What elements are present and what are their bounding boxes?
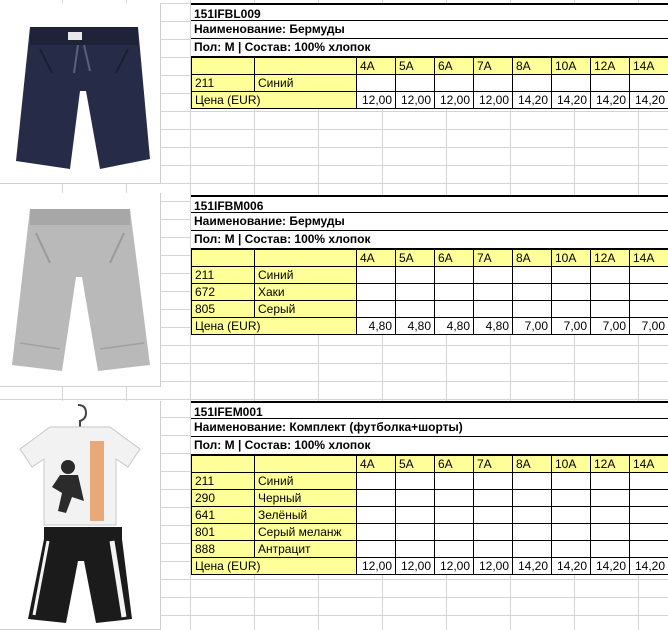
color-row [192, 490, 668, 507]
price-table [191, 57, 668, 109]
navy-shorts-image [0, 3, 160, 183]
price-cell: 7,00 [552, 318, 591, 335]
color-code: 641 [192, 507, 255, 524]
price-cell: 14,20 [630, 92, 668, 109]
product-photo-3 [0, 401, 161, 630]
product-name: Наименование: Комплект (футболка+шорты) [191, 419, 668, 437]
color-row [192, 75, 668, 92]
size-cell: 14A [630, 456, 668, 473]
price-table [191, 249, 668, 335]
color-row [192, 473, 668, 490]
size-cell: 5A [396, 250, 435, 267]
product-info: Пол: М | Состав: 100% хлопок [191, 231, 668, 249]
price-cell: 14,20 [552, 558, 591, 575]
color-name: Антрацит [255, 541, 357, 558]
size-cell: 7A [474, 250, 513, 267]
color-row [192, 541, 668, 558]
price-row [192, 92, 668, 109]
size-cell: 12A [591, 250, 630, 267]
color-code: 672 [192, 284, 255, 301]
size-header-row [192, 456, 668, 473]
price-label: Цена (EUR) [192, 92, 357, 109]
price-label: Цена (EUR) [192, 318, 357, 335]
size-header-row [192, 250, 668, 267]
size-cell: 4A [357, 456, 396, 473]
price-cell: 14,20 [591, 558, 630, 575]
grey-shorts-image [0, 193, 160, 386]
price-cell: 12,00 [357, 92, 396, 109]
color-name: Зелёный [255, 507, 357, 524]
size-cell: 8A [513, 456, 552, 473]
size-cell: 6A [435, 250, 474, 267]
color-row [192, 301, 668, 318]
color-name: Хаки [255, 284, 357, 301]
product-name: Наименование: Бермуды [191, 21, 668, 39]
price-cell: 4,80 [357, 318, 396, 335]
product-code: 151IFEM001 [191, 401, 668, 419]
tshirt-shorts-set-image [0, 401, 160, 629]
product-code: 151IFBL009 [191, 3, 668, 21]
product-photo-2 [0, 193, 161, 387]
size-cell: 5A [396, 456, 435, 473]
size-cell: 7A [474, 456, 513, 473]
price-cell: 7,00 [591, 318, 630, 335]
size-cell: 8A [513, 250, 552, 267]
color-code: 211 [192, 75, 255, 92]
size-cell: 10A [552, 456, 591, 473]
color-row [192, 284, 668, 301]
price-cell: 12,00 [396, 558, 435, 575]
price-label: Цена (EUR) [192, 558, 357, 575]
size-cell: 4A [357, 250, 396, 267]
price-row [192, 318, 668, 335]
price-cell: 4,80 [396, 318, 435, 335]
color-name: Синий [255, 75, 357, 92]
price-cell: 12,00 [357, 558, 396, 575]
size-cell: 8A [513, 58, 552, 75]
color-code: 290 [192, 490, 255, 507]
color-row [192, 507, 668, 524]
price-cell: 14,20 [513, 558, 552, 575]
product-info: Пол: М | Состав: 100% хлопок [191, 39, 668, 57]
color-code: 211 [192, 473, 255, 490]
price-table [191, 455, 668, 575]
size-header-row [192, 58, 668, 75]
price-cell: 12,00 [474, 92, 513, 109]
color-code: 801 [192, 524, 255, 541]
size-cell: 10A [552, 58, 591, 75]
price-cell: 12,00 [474, 558, 513, 575]
color-code: 211 [192, 267, 255, 284]
color-name: Черный [255, 490, 357, 507]
size-cell: 12A [591, 58, 630, 75]
product-code: 151IFBM006 [191, 195, 668, 213]
color-row [192, 524, 668, 541]
price-cell: 12,00 [396, 92, 435, 109]
price-cell: 4,80 [474, 318, 513, 335]
product-block-3 [191, 401, 668, 575]
price-cell: 4,80 [435, 318, 474, 335]
price-row [192, 558, 668, 575]
price-cell: 14,20 [552, 92, 591, 109]
price-cell: 14,20 [630, 558, 668, 575]
color-name: Синий [255, 267, 357, 284]
size-cell: 10A [552, 250, 591, 267]
color-code: 888 [192, 541, 255, 558]
price-cell: 7,00 [513, 318, 552, 335]
product-info: Пол: М | Состав: 100% хлопок [191, 437, 668, 455]
price-cell: 12,00 [435, 92, 474, 109]
size-cell: 14A [630, 58, 668, 75]
color-name: Серый [255, 301, 357, 318]
price-cell: 12,00 [435, 558, 474, 575]
price-cell: 14,20 [513, 92, 552, 109]
size-cell: 5A [396, 58, 435, 75]
product-name: Наименование: Бермуды [191, 213, 668, 231]
size-cell: 6A [435, 456, 474, 473]
size-cell: 4A [357, 58, 396, 75]
size-cell: 12A [591, 456, 630, 473]
color-code: 805 [192, 301, 255, 318]
color-name: Серый меланж [255, 524, 357, 541]
product-photo-1 [0, 3, 161, 184]
product-block-2 [191, 195, 668, 335]
size-cell: 7A [474, 58, 513, 75]
color-row [192, 267, 668, 284]
color-name: Синий [255, 473, 357, 490]
price-cell: 7,00 [630, 318, 668, 335]
size-cell: 6A [435, 58, 474, 75]
size-cell: 14A [630, 250, 668, 267]
product-block-1 [191, 3, 668, 109]
price-cell: 14,20 [591, 92, 630, 109]
